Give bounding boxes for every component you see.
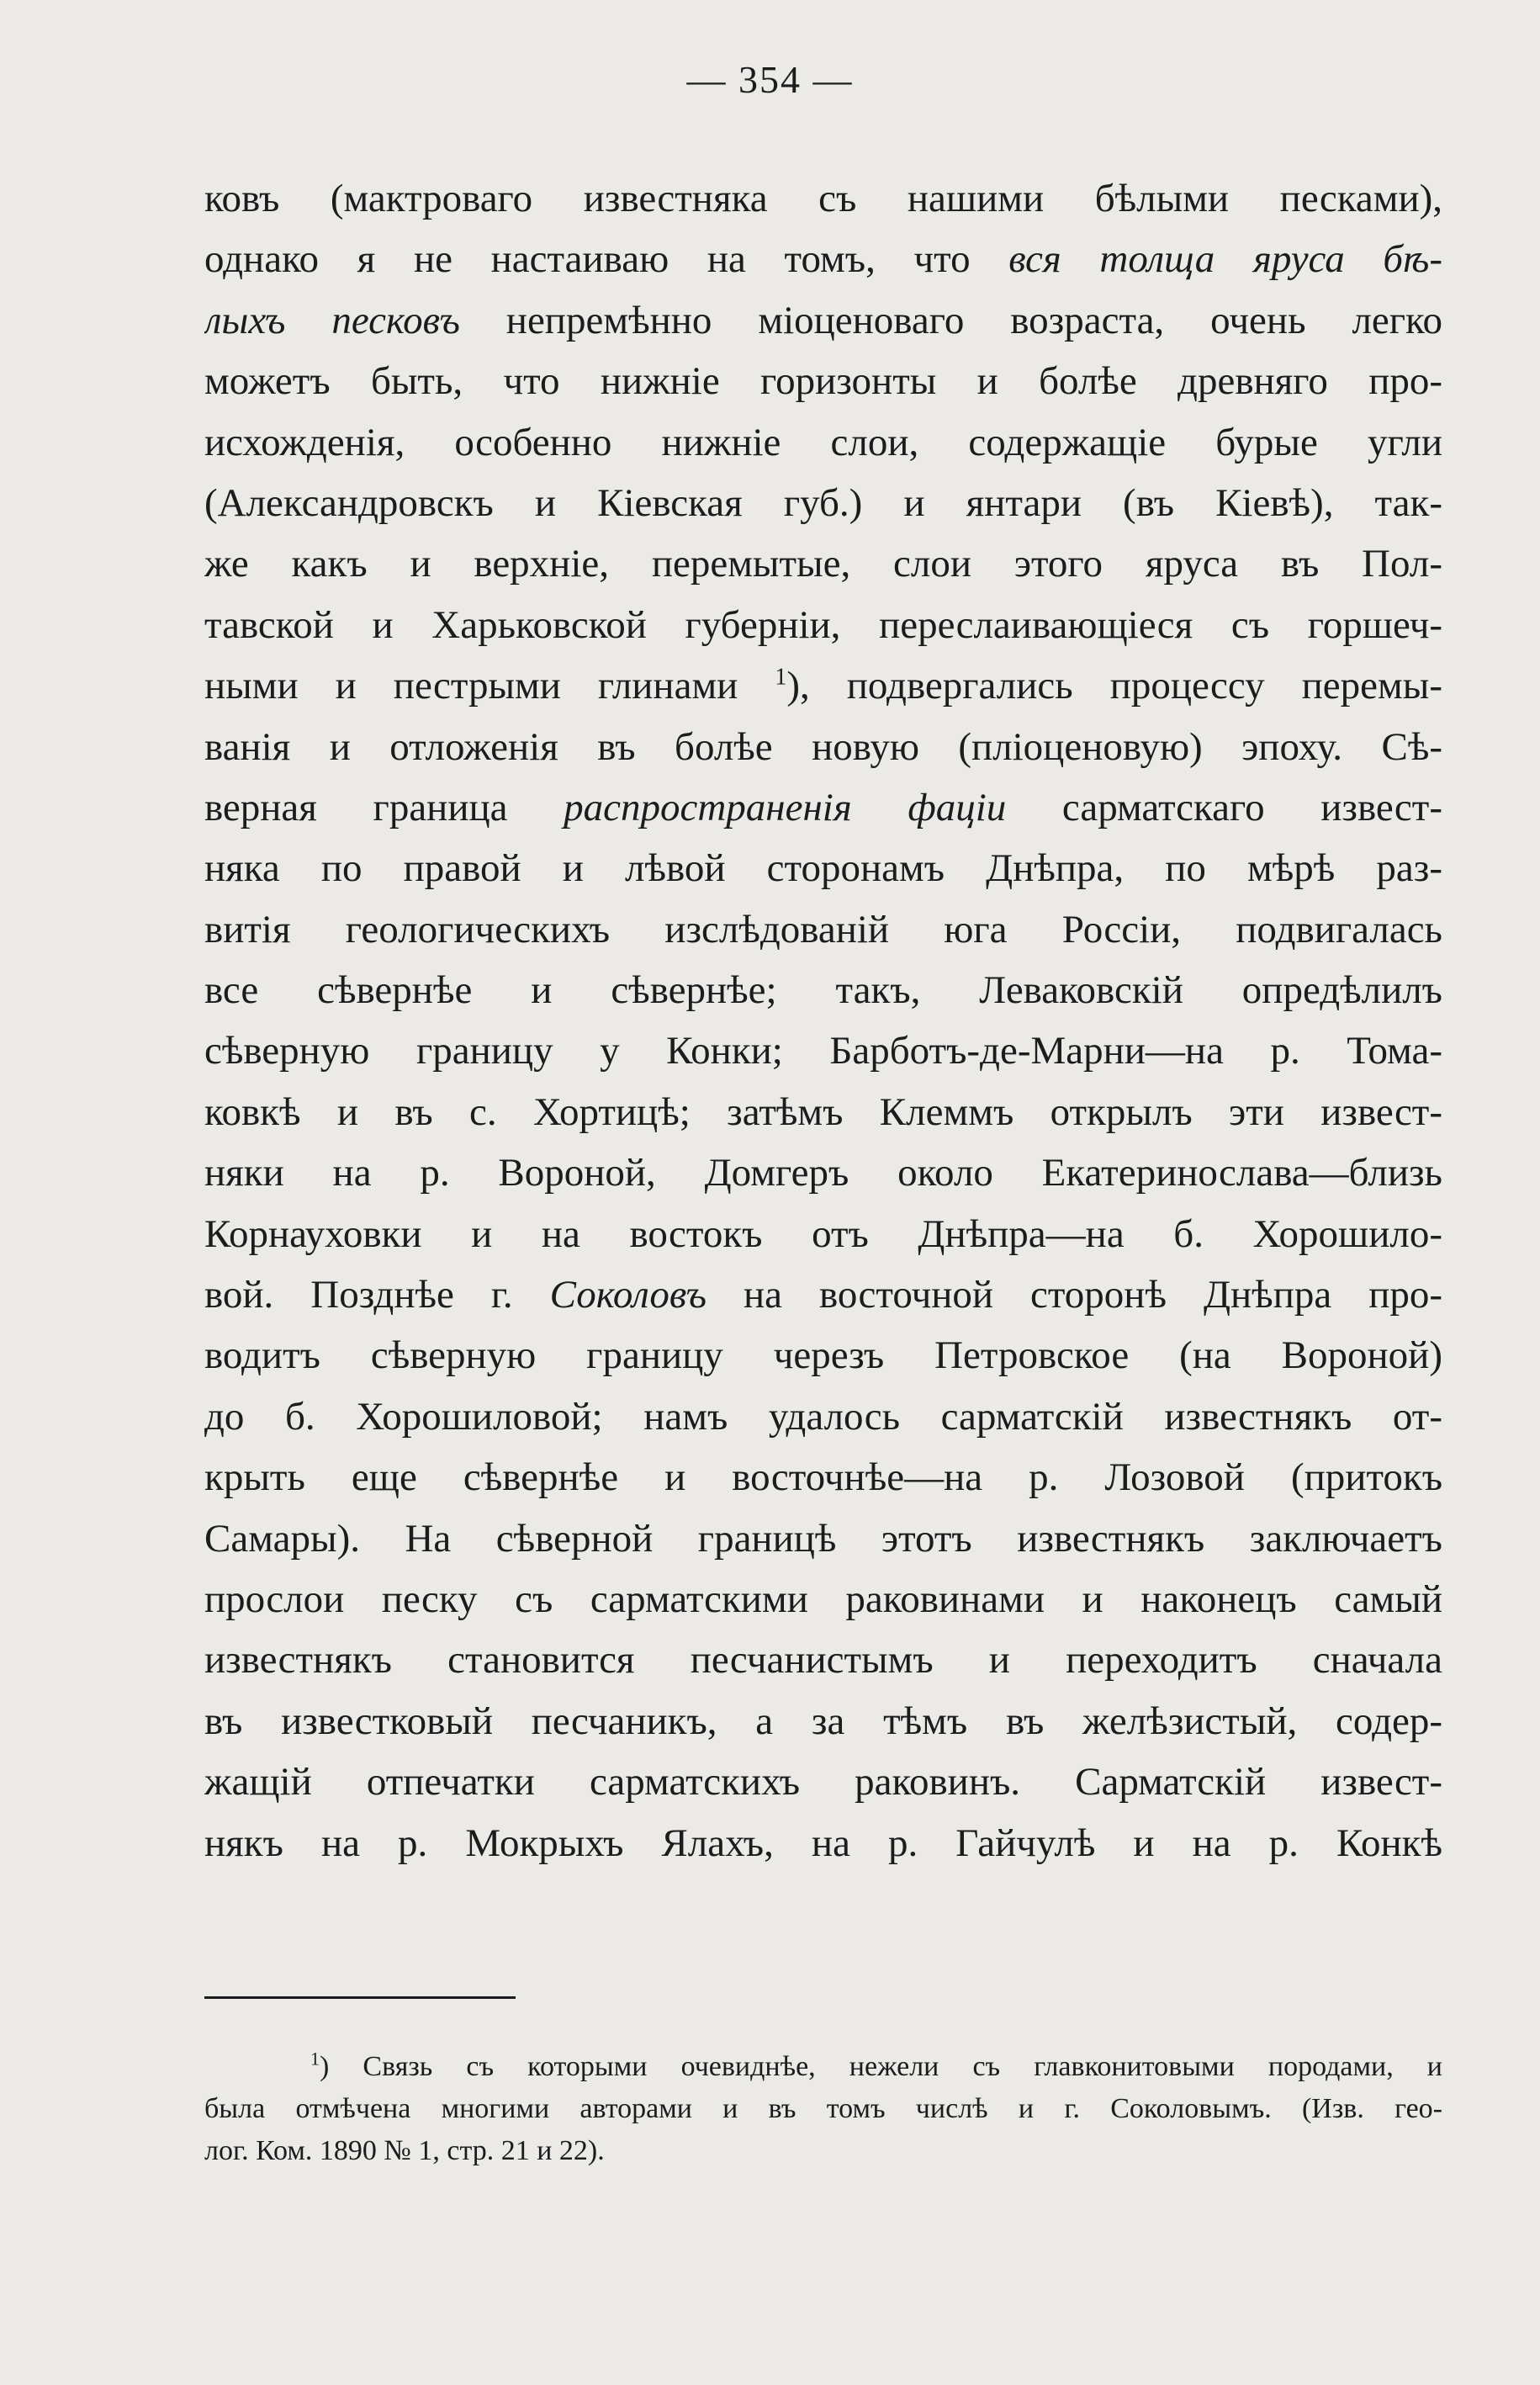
text-line [204,899,1442,960]
text-line [204,1691,1442,1752]
text-segment: верная граница [204,785,564,829]
text-segment: крыть еще сѣвернѣе и восточнѣе—на р. Лозовой (притокъ [204,1455,1442,1500]
text-segment: жащій отпечатки сарматскихъ раковинъ. Сарматскій извест- [204,1760,1442,1805]
text-segment: ными и пестрыми глинами [204,664,775,708]
text-segment: ковкѣ и въ с. Хортицѣ; затѣмъ Клеммъ открылъ эти извест- [204,1089,1442,1134]
footnote-marker: 1 [310,2048,320,2070]
text-segment: известнякъ становится песчанистымъ и переходитъ сначала [204,1638,1442,1683]
text-line [204,533,1442,594]
text-segment: все сѣвернѣе и сѣвернѣе; такъ, Леваковскій опредѣлилъ [204,968,1442,1013]
text-segment: ванія и отложенія въ болѣе новую (пліоценовую) эпоху. Сѣ- [204,724,1442,769]
text-segment: ) Связь съ которыми очевиднѣе, нежели съ главконитовыми породами, и [320,2051,1442,2082]
text-line [204,1020,1442,1081]
text-segment: до б. Хорошиловой; намъ удалось сарматскій известнякъ от- [204,1394,1442,1439]
text-line [204,1264,1442,1325]
text-segment: однако я не настаиваю на томъ, что [204,237,1009,282]
text-line [204,717,1442,777]
text-line [204,595,1442,655]
text-line [204,1204,1442,1264]
text-segment: ковъ (мактроваго известняка съ нашими бѣлыми песками), [204,177,1442,220]
text-segment: исхожденія, особенно нижніе слои, содержащіе бурые угли [204,420,1442,464]
italic-text: распространенія фаціи [564,785,1007,829]
text-line [204,777,1442,838]
text-line [204,655,1442,716]
text-line [204,1142,1442,1203]
text-line [204,1569,1442,1630]
text-line [204,412,1442,473]
text-segment: Корнауховки и на востокъ отъ Днѣпра—на б. Хорошило- [204,1211,1442,1256]
text-line [204,1447,1442,1508]
text-line [204,1325,1442,1386]
text-segment: непремѣнно міоценоваго возраста, очень легко [459,298,1442,342]
footnote-line [204,2088,1442,2130]
text-segment: (Александровскъ и Кіевская губ.) и янтари (въ Кіевѣ), так- [204,480,1442,525]
text-segment: витія геологическихъ изслѣдованій юга Россіи, подвигалась [204,907,1442,951]
footnote-line [204,2046,1442,2088]
text-segment: прослои песку съ сарматскими раковинами и наконецъ самый [204,1577,1442,1621]
italic-text: лыхъ песковъ [204,298,460,342]
text-line [204,960,1442,1020]
text-segment: няки на р. Вороной, Домгеръ около Екатеринослава—близь [204,1151,1442,1195]
text-line [204,1813,1442,1874]
italic-text: Соколовъ [549,1273,707,1317]
text-line [204,351,1442,411]
text-segment: сѣверную границу у Конки; Барботъ-де-Марни—на р. Тома- [204,1029,1442,1073]
text-segment: можетъ быть, что нижніе горизонты и болѣе древняго про- [204,359,1442,404]
text-line [204,290,1442,351]
text-segment: тавской и Харьковской губерніи, переслаивающіеся съ горшеч- [204,602,1442,647]
page-number: — 354 — [686,58,854,101]
text-segment: ), подвергались процессу перемы- [786,664,1442,708]
text-line [204,1508,1442,1569]
text-line [204,229,1442,289]
text-segment: была отмѣчена многими авторами и въ томъ числѣ и г. Соколовымъ. (Изв. гео- [204,2093,1442,2124]
body-text [204,168,1442,1874]
footnote-marker: 1 [775,664,787,691]
italic-text: вся толща яруса бѣ- [1008,237,1442,282]
footnote-line [204,2130,1442,2172]
text-line [204,1082,1442,1142]
footnotes [204,2046,1442,2172]
text-segment: сарматскаго извест- [1006,785,1442,829]
text-segment: въ известковый песчаникъ, а за тѣмъ въ желѣзистый, содер- [204,1699,1442,1743]
text-segment: няка по правой и лѣвой сторонамъ Днѣпра, по мѣрѣ раз- [204,846,1442,891]
text-line [204,838,1442,898]
text-line [204,168,1442,229]
text-segment: Самары). На сѣверной границѣ этотъ известнякъ заключаетъ [204,1516,1442,1561]
text-segment: на восточной сторонѣ Днѣпра про- [706,1273,1442,1317]
text-segment: някъ на р. Мокрыхъ Ялахъ, на р. Гайчулѣ и на р. Конкѣ [204,1821,1442,1865]
text-segment: вой. Позднѣе г. [204,1273,550,1317]
text-segment: лог. Ком. 1890 № 1, стр. 21 и 22). [204,2135,605,2166]
text-segment: водитъ сѣверную границу черезъ Петровское (на Вороной) [204,1333,1442,1378]
text-segment: же какъ и верхніе, перемытые, слои этого яруса въ Пол- [204,542,1442,586]
text-line [204,473,1442,533]
footnote-divider [204,1996,516,1999]
text-line [204,1386,1442,1447]
text-line [204,1630,1442,1690]
text-line [204,1752,1442,1812]
